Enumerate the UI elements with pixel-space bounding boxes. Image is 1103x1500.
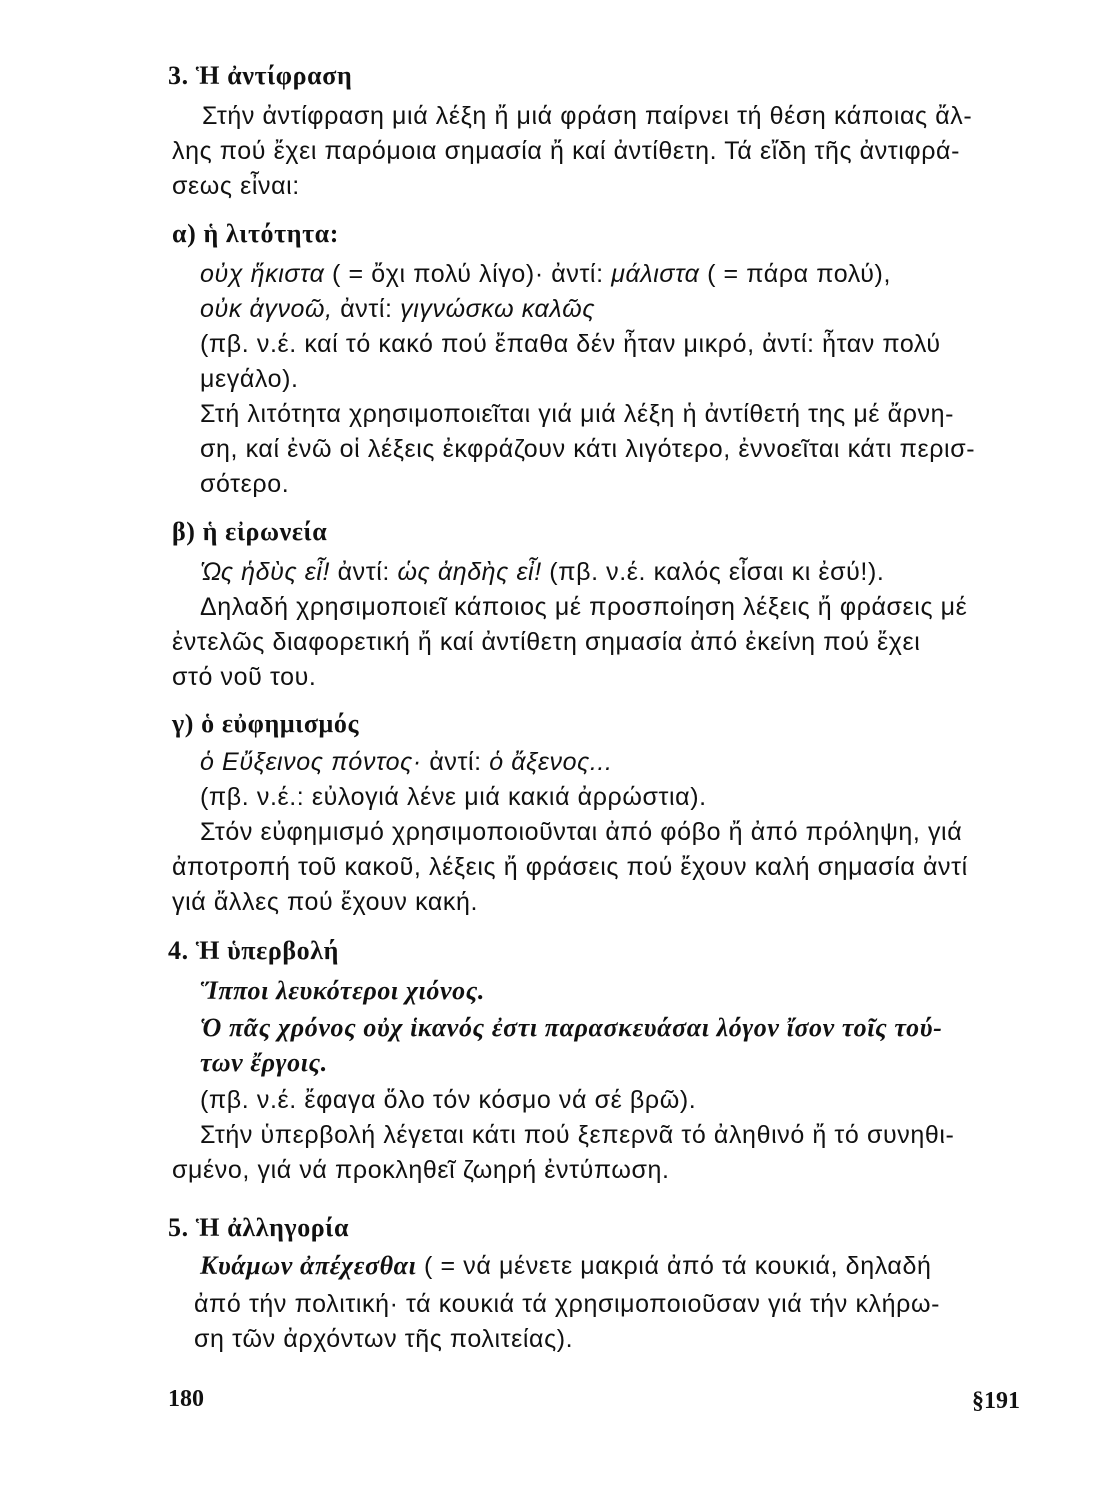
page-number: 180 [168,1386,204,1412]
irony-explanation-line-1: Δηλαδή χρησιμοποιεῖ κάποιος μέ προσποίηση λέξεις ἤ φράσεις μέ [200,593,968,621]
allegory-line-3: ση τῶν ἀρχόντων τῆς πολιτείας). [194,1325,574,1353]
euphemism-note: (πβ. ν.έ.: εὐλογιά λένε μιά κακιά ἀρρώστια). [200,783,707,811]
litotes-explanation-line-2: ση, καί ἐνῶ οἱ λέξεις ἐκφράζουν κάτι λιγότερο, ἐννοεῖται κάτι περισ- [200,435,976,463]
euphemism-explanation-line-3: γιά ἄλλες πού ἔχουν κακή. [172,888,479,916]
section-3-intro-line-3: σεως εἶναι: [172,172,300,200]
section-4-heading: 4. Ἡ ὑπερβολή [168,936,340,965]
hyperbole-explanation-line-1: Στήν ὑπερβολή λέγεται κάτι πού ξεπερνᾶ τό ἀληθινό ἤ τό συνηθι- [200,1121,955,1149]
section-5-heading: 5. Ἡ ἀλληγορία [168,1213,350,1242]
hyperbole-example-2-line-2: των ἔργοις. [200,1048,328,1077]
euphemism-example: ὁ Εὔξεινος πόντος· ἀντί: ὁ ἄξενος... [200,748,613,776]
section-reference: §191 [972,1388,1020,1414]
hyperbole-example-1: Ἵπποι λευκότεροι χιόνος. [200,976,485,1005]
litotes-heading: α) ἡ λιτότητα: [172,219,340,248]
litotes-explanation-line-1: Στή λιτότητα χρησιμοποιεῖται γιά μιά λέξη ἡ ἀντίθετή της μέ ἄρνη- [200,400,955,428]
litotes-example-2: οὐκ ἀγνοῶ, ἀντί: γιγνώσκω καλῶς [200,295,596,323]
irony-heading: β) ἡ εἰρωνεία [172,517,328,546]
euphemism-heading: γ) ὁ εὐφημισμός [172,709,360,738]
section-3-intro-line-1: Στήν ἀντίφραση μιά λέξη ἤ μιά φράση παίρνει τή θέση κάποιας ἄλ- [202,102,973,130]
irony-explanation-line-2: ἐντελῶς διαφορετική ἤ καί ἀντίθετη σημασία ἀπό ἐκείνη πού ἔχει [172,628,921,656]
allegory-line-2: ἀπό τήν πολιτική· τά κουκιά τά χρησιμοποιοῦσαν γιά τήν κλήρω- [194,1290,941,1318]
euphemism-explanation-line-1: Στόν εὐφημισμό χρησιμοποιοῦνται ἀπό φόβο ἤ ἀπό πρόληψη, γιά [200,818,963,846]
litotes-note-line-1: (πβ. ν.έ. καί τό κακό πού ἔπαθα δέν ἦταν μικρό, ἀντί: ἦταν πολύ [200,330,941,358]
litotes-example-1: οὐχ ἥκιστα ( = ὄχι πολύ λίγο)· ἀντί: μάλιστα ( = πάρα πολύ), [200,260,892,288]
section-3-intro-line-2: λης πού ἔχει παρόμοια σημασία ἤ καί ἀντίθετη. Τά εἴδη τῆς ἀντιφρά- [172,137,961,165]
hyperbole-example-2-line-1: Ὁ πᾶς χρόνος οὐχ ἱκανός ἐστι παρασκευάσαι λόγον ἴσον τοῖς τού- [200,1013,943,1042]
litotes-note-line-2: μεγάλο). [200,365,299,393]
section-3-heading: 3. Ἡ ἀντίφραση [168,61,353,90]
hyperbole-note: (πβ. ν.έ. ἔφαγα ὅλο τόν κόσμο νά σέ βρῶ). [200,1086,697,1114]
irony-example: Ὡς ἡδὺς εἶ! ἀντί: ὡς ἀηδὴς εἶ! (πβ. ν.έ. καλός εἶσαι κι ἐσύ!). [200,558,885,586]
litotes-explanation-line-3: σότερο. [200,470,290,498]
irony-explanation-line-3: στό νοῦ του. [172,663,317,691]
euphemism-explanation-line-2: ἀποτροπή τοῦ κακοῦ, λέξεις ἤ φράσεις πού ἔχουν καλή σημασία ἀντί [172,853,968,881]
hyperbole-explanation-line-2: σμένο, γιά νά προκληθεῖ ζωηρή ἐντύπωση. [172,1156,670,1184]
allegory-example: Κυάμων ἀπέχεσθαι ( = νά μένετε μακριά ἀπό τά κουκιά, δηλαδή [200,1251,932,1280]
